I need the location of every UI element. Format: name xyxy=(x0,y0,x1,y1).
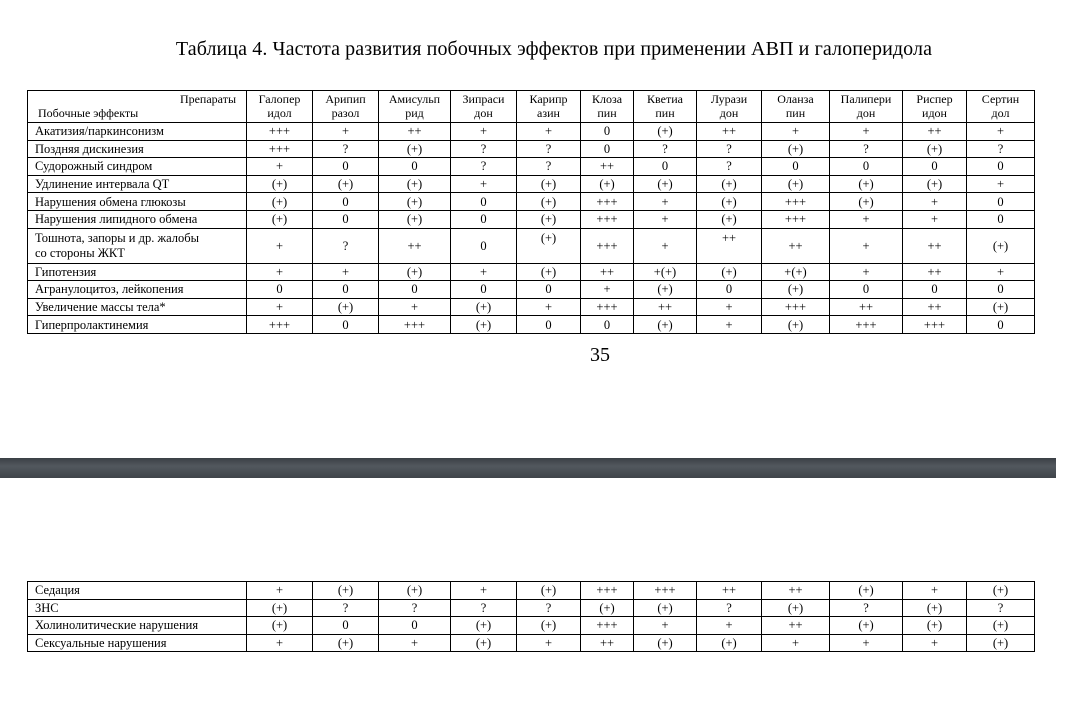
value-cell: +++ xyxy=(762,193,830,211)
corner-header-cell xyxy=(28,91,247,123)
value-cell: ? xyxy=(451,158,517,176)
value-cell: ++ xyxy=(903,228,967,263)
value-cell: + xyxy=(247,228,313,263)
value-cell: + xyxy=(247,158,313,176)
drug-header xyxy=(247,91,313,123)
effect-label: Акатизия/паркинсонизм xyxy=(28,123,247,141)
value-cell: + xyxy=(379,634,451,652)
effect-label: ЗНС xyxy=(28,599,247,617)
value-cell: (+) xyxy=(451,316,517,334)
value-cell: (+) xyxy=(247,193,313,211)
value-cell: (+) xyxy=(451,634,517,652)
drug-header-line1: Арипип xyxy=(325,92,366,106)
value-cell: + xyxy=(517,123,581,141)
table-row xyxy=(28,599,1035,617)
value-cell: ++ xyxy=(697,582,762,600)
value-cell: 0 xyxy=(517,281,581,299)
value-cell: 0 xyxy=(830,158,903,176)
value-cell: (+) xyxy=(903,140,967,158)
drug-header xyxy=(967,91,1035,123)
value-cell: + xyxy=(247,582,313,600)
value-cell: + xyxy=(830,263,903,281)
value-cell: + xyxy=(634,617,697,635)
value-cell: 0 xyxy=(830,281,903,299)
value-cell: +++ xyxy=(762,210,830,228)
value-cell: 0 xyxy=(451,210,517,228)
value-cell: (+) xyxy=(517,263,581,281)
value-cell: (+) xyxy=(379,175,451,193)
value-cell: (+) xyxy=(379,210,451,228)
value-cell: + xyxy=(379,298,451,316)
value-cell: + xyxy=(247,634,313,652)
value-cell: (+) xyxy=(830,582,903,600)
drug-header xyxy=(697,91,762,123)
value-cell: (+) xyxy=(762,599,830,617)
value-cell: 0 xyxy=(903,158,967,176)
value-cell: (+) xyxy=(581,175,634,193)
side-effects-table xyxy=(27,90,1035,334)
table-row xyxy=(28,617,1035,635)
value-cell: (+) xyxy=(634,634,697,652)
value-cell: (+) xyxy=(247,210,313,228)
value-cell: ? xyxy=(313,599,379,617)
value-cell: +(+) xyxy=(762,263,830,281)
table-row xyxy=(28,123,1035,141)
value-cell: + xyxy=(697,316,762,334)
drug-header xyxy=(581,91,634,123)
value-cell: + xyxy=(634,228,697,263)
value-cell: ++ xyxy=(581,263,634,281)
table-row xyxy=(28,298,1035,316)
value-cell: (+) xyxy=(697,210,762,228)
drug-header-line1: Оланза xyxy=(777,92,814,106)
value-cell: 0 xyxy=(313,158,379,176)
effect-label: Гипотензия xyxy=(28,263,247,281)
value-cell: + xyxy=(830,228,903,263)
value-cell: 0 xyxy=(581,140,634,158)
effect-label: Нарушения липидного обмена xyxy=(28,210,247,228)
drug-header-line2: пин xyxy=(597,105,617,120)
drug-header-line1: Зипраси xyxy=(462,92,505,106)
value-cell: 0 xyxy=(451,193,517,211)
value-cell: (+) xyxy=(967,634,1035,652)
value-cell: (+) xyxy=(634,599,697,617)
value-cell: ++ xyxy=(903,298,967,316)
drug-header xyxy=(762,91,830,123)
value-cell: + xyxy=(967,175,1035,193)
value-cell: + xyxy=(634,193,697,211)
drug-header-line2: дон xyxy=(856,105,876,120)
value-cell: (+) xyxy=(903,175,967,193)
value-cell: ++ xyxy=(903,123,967,141)
value-cell: ++ xyxy=(903,263,967,281)
value-cell: 0 xyxy=(379,281,451,299)
value-cell: 0 xyxy=(967,193,1035,211)
drug-header-line2: рид xyxy=(405,105,424,120)
value-cell: + xyxy=(830,634,903,652)
value-cell: ++ xyxy=(697,123,762,141)
value-cell: + xyxy=(762,123,830,141)
value-cell: + xyxy=(451,582,517,600)
side-effects-table-continued xyxy=(27,581,1035,652)
value-cell: ++ xyxy=(762,617,830,635)
drug-header-line1: Палипери xyxy=(840,92,892,106)
value-cell: + xyxy=(697,298,762,316)
value-cell: 0 xyxy=(967,281,1035,299)
value-cell: (+) xyxy=(379,263,451,281)
value-cell: + xyxy=(967,263,1035,281)
effect-label: Агранулоцитоз, лейкопения xyxy=(28,281,247,299)
value-cell: + xyxy=(903,210,967,228)
value-cell: +++ xyxy=(581,298,634,316)
drug-header-line1: Клоза xyxy=(591,92,623,106)
value-cell: ++ xyxy=(762,582,830,600)
value-cell: 0 xyxy=(517,316,581,334)
drug-header-line1: Риспер xyxy=(916,92,953,106)
table-row xyxy=(28,281,1035,299)
value-cell: 0 xyxy=(634,158,697,176)
value-cell: 0 xyxy=(247,281,313,299)
value-cell: (+) xyxy=(967,617,1035,635)
effect-label: Удлинение интервала QT xyxy=(28,175,247,193)
effect-label-line1: Тошнота, запоры и др. жалобы xyxy=(35,230,200,245)
drug-header-line2: идон xyxy=(922,105,947,120)
drug-header-line2: дол xyxy=(991,105,1010,120)
value-cell: (+) xyxy=(697,263,762,281)
table-title: Таблица 4. Частота развития побочных эффектов при применении АВП и галоперидола xyxy=(175,38,933,60)
drug-header-line2: разол xyxy=(331,105,360,120)
corner-header-effects: Побочные эффекты xyxy=(38,105,139,120)
value-cell: (+) xyxy=(903,599,967,617)
value-cell: +++ xyxy=(581,210,634,228)
value-cell: 0 xyxy=(313,210,379,228)
value-cell: +++ xyxy=(830,316,903,334)
page-number: 35 xyxy=(590,344,610,366)
value-cell: ? xyxy=(830,599,903,617)
value-cell: (+) xyxy=(517,210,581,228)
effect-label-line2: со стороны ЖКТ xyxy=(35,245,125,260)
value-cell: ? xyxy=(451,140,517,158)
value-cell: (+) xyxy=(967,228,1035,263)
value-cell: (+) xyxy=(379,582,451,600)
effect-label: Судорожный синдром xyxy=(28,158,247,176)
table-row xyxy=(28,140,1035,158)
drug-header-line1: Лурази xyxy=(710,92,748,106)
value-cell: 0 xyxy=(451,281,517,299)
value-cell: (+) xyxy=(967,298,1035,316)
table-row xyxy=(28,263,1035,281)
value-cell: ? xyxy=(697,158,762,176)
value-cell: (+) xyxy=(313,634,379,652)
value-cell: (+) xyxy=(830,193,903,211)
value-cell: + xyxy=(517,634,581,652)
value-cell: ? xyxy=(967,599,1035,617)
value-cell: + xyxy=(967,123,1035,141)
value-cell: ? xyxy=(451,599,517,617)
value-cell: (+) xyxy=(903,617,967,635)
value-cell: +++ xyxy=(581,582,634,600)
effect-label: Седация xyxy=(28,582,247,600)
value-cell: (+) xyxy=(517,175,581,193)
drug-header-line2: азин xyxy=(537,105,560,120)
value-cell: + xyxy=(903,193,967,211)
value-cell: (+) xyxy=(697,193,762,211)
value-cell: (+) xyxy=(634,123,697,141)
drug-header xyxy=(634,91,697,123)
value-cell: ++ xyxy=(762,228,830,263)
drug-header-line1: Кветиа xyxy=(647,92,683,106)
value-cell: 0 xyxy=(313,617,379,635)
value-cell: 0 xyxy=(379,158,451,176)
value-cell: +++ xyxy=(903,316,967,334)
page-divider xyxy=(0,458,1056,478)
drug-header-line2: идол xyxy=(267,105,292,120)
value-cell: ? xyxy=(967,140,1035,158)
effect-label xyxy=(28,228,247,263)
value-cell: 0 xyxy=(762,158,830,176)
value-cell: (+) xyxy=(247,599,313,617)
table-header-row xyxy=(28,91,1035,123)
value-cell: (+) xyxy=(517,617,581,635)
drug-header-line2: дон xyxy=(474,105,493,120)
value-cell: + xyxy=(830,210,903,228)
value-cell: (+) xyxy=(313,298,379,316)
value-cell: (+) xyxy=(581,599,634,617)
table-row xyxy=(28,228,1035,263)
value-cell: ? xyxy=(517,599,581,617)
table-row xyxy=(28,175,1035,193)
value-cell: (+) xyxy=(634,316,697,334)
value-cell: (+) xyxy=(313,175,379,193)
value-cell: 0 xyxy=(967,316,1035,334)
value-cell: (+) xyxy=(517,193,581,211)
value-cell: + xyxy=(903,634,967,652)
value-cell: ? xyxy=(697,140,762,158)
drug-header xyxy=(379,91,451,123)
value-cell: +++ xyxy=(634,582,697,600)
value-cell: + xyxy=(451,123,517,141)
effect-label: Холинолитические нарушения xyxy=(28,617,247,635)
value-cell: 0 xyxy=(581,123,634,141)
value-cell: (+) xyxy=(379,140,451,158)
table-row xyxy=(28,193,1035,211)
table-row xyxy=(28,158,1035,176)
effect-label: Сексуальные нарушения xyxy=(28,634,247,652)
effect-label: Поздняя дискинезия xyxy=(28,140,247,158)
value-cell: (+) xyxy=(830,617,903,635)
table-row xyxy=(28,634,1035,652)
value-cell: (+) xyxy=(451,617,517,635)
value-cell: ++ xyxy=(830,298,903,316)
value-cell: + xyxy=(697,617,762,635)
value-cell: + xyxy=(451,175,517,193)
drug-header-line2: дон xyxy=(719,105,739,120)
value-cell: +++ xyxy=(581,617,634,635)
value-cell: +++ xyxy=(581,193,634,211)
value-cell: +++ xyxy=(247,140,313,158)
value-cell: +(+) xyxy=(634,263,697,281)
value-cell: (+) xyxy=(634,281,697,299)
value-cell: + xyxy=(313,263,379,281)
value-cell: + xyxy=(517,298,581,316)
value-cell: (+) xyxy=(247,175,313,193)
value-cell: ++ xyxy=(581,158,634,176)
drug-header xyxy=(903,91,967,123)
value-cell: (+) xyxy=(762,316,830,334)
drug-header-line2: пин xyxy=(655,105,675,120)
value-cell: + xyxy=(581,281,634,299)
drug-header-line1: Амисульп xyxy=(388,92,441,106)
value-cell: 0 xyxy=(967,158,1035,176)
table-row xyxy=(28,582,1035,600)
value-cell: ? xyxy=(697,599,762,617)
value-cell: ? xyxy=(517,140,581,158)
value-cell: ++ xyxy=(379,123,451,141)
value-cell: + xyxy=(451,263,517,281)
drug-header xyxy=(313,91,379,123)
value-cell: 0 xyxy=(313,316,379,334)
value-cell: (+) xyxy=(697,175,762,193)
value-cell: ? xyxy=(634,140,697,158)
table-row xyxy=(28,210,1035,228)
value-cell: + xyxy=(830,123,903,141)
value-cell: + xyxy=(903,582,967,600)
value-cell: (+) xyxy=(379,193,451,211)
value-cell: (+) xyxy=(247,617,313,635)
value-cell: (+) xyxy=(313,582,379,600)
value-cell: (+) xyxy=(634,175,697,193)
drug-header-line1: Сертин xyxy=(981,92,1020,106)
value-cell: (+) xyxy=(762,281,830,299)
value-cell: +++ xyxy=(762,298,830,316)
value-cell: + xyxy=(634,210,697,228)
value-cell: (+) xyxy=(517,582,581,600)
value-cell: 0 xyxy=(451,228,517,263)
value-cell: (+) xyxy=(967,582,1035,600)
corner-header-drugs: Препараты xyxy=(179,92,236,106)
value-cell: ++ xyxy=(379,228,451,263)
value-cell: 0 xyxy=(581,316,634,334)
value-cell: (+) xyxy=(451,298,517,316)
value-cell: 0 xyxy=(697,281,762,299)
drug-header xyxy=(451,91,517,123)
value-cell: ++ xyxy=(697,228,762,263)
effect-label: Нарушения обмена глюкозы xyxy=(28,193,247,211)
effect-label: Гиперпролактинемия xyxy=(28,316,247,334)
value-cell: + xyxy=(313,123,379,141)
value-cell: (+) xyxy=(697,634,762,652)
value-cell: 0 xyxy=(379,617,451,635)
value-cell: ? xyxy=(517,158,581,176)
value-cell: +++ xyxy=(247,123,313,141)
drug-header-line1: Карипр xyxy=(529,92,568,106)
value-cell: + xyxy=(247,298,313,316)
effect-label: Увеличение массы тела* xyxy=(28,298,247,316)
value-cell: +++ xyxy=(247,316,313,334)
value-cell: ? xyxy=(313,228,379,263)
value-cell: (+) xyxy=(762,140,830,158)
value-cell: 0 xyxy=(313,193,379,211)
value-cell: (+) xyxy=(830,175,903,193)
value-cell: ? xyxy=(830,140,903,158)
value-cell: + xyxy=(762,634,830,652)
value-cell: (+) xyxy=(762,175,830,193)
value-cell: (+) xyxy=(517,228,581,263)
value-cell: ? xyxy=(379,599,451,617)
value-cell: ? xyxy=(313,140,379,158)
drug-header xyxy=(517,91,581,123)
table-row xyxy=(28,316,1035,334)
value-cell: ++ xyxy=(634,298,697,316)
value-cell: ++ xyxy=(581,634,634,652)
value-cell: 0 xyxy=(903,281,967,299)
value-cell: +++ xyxy=(379,316,451,334)
value-cell: 0 xyxy=(313,281,379,299)
drug-header xyxy=(830,91,903,123)
value-cell: +++ xyxy=(581,228,634,263)
value-cell: + xyxy=(247,263,313,281)
drug-header-line1: Галопер xyxy=(258,92,301,106)
drug-header-line2: пин xyxy=(785,105,806,120)
value-cell: 0 xyxy=(967,210,1035,228)
